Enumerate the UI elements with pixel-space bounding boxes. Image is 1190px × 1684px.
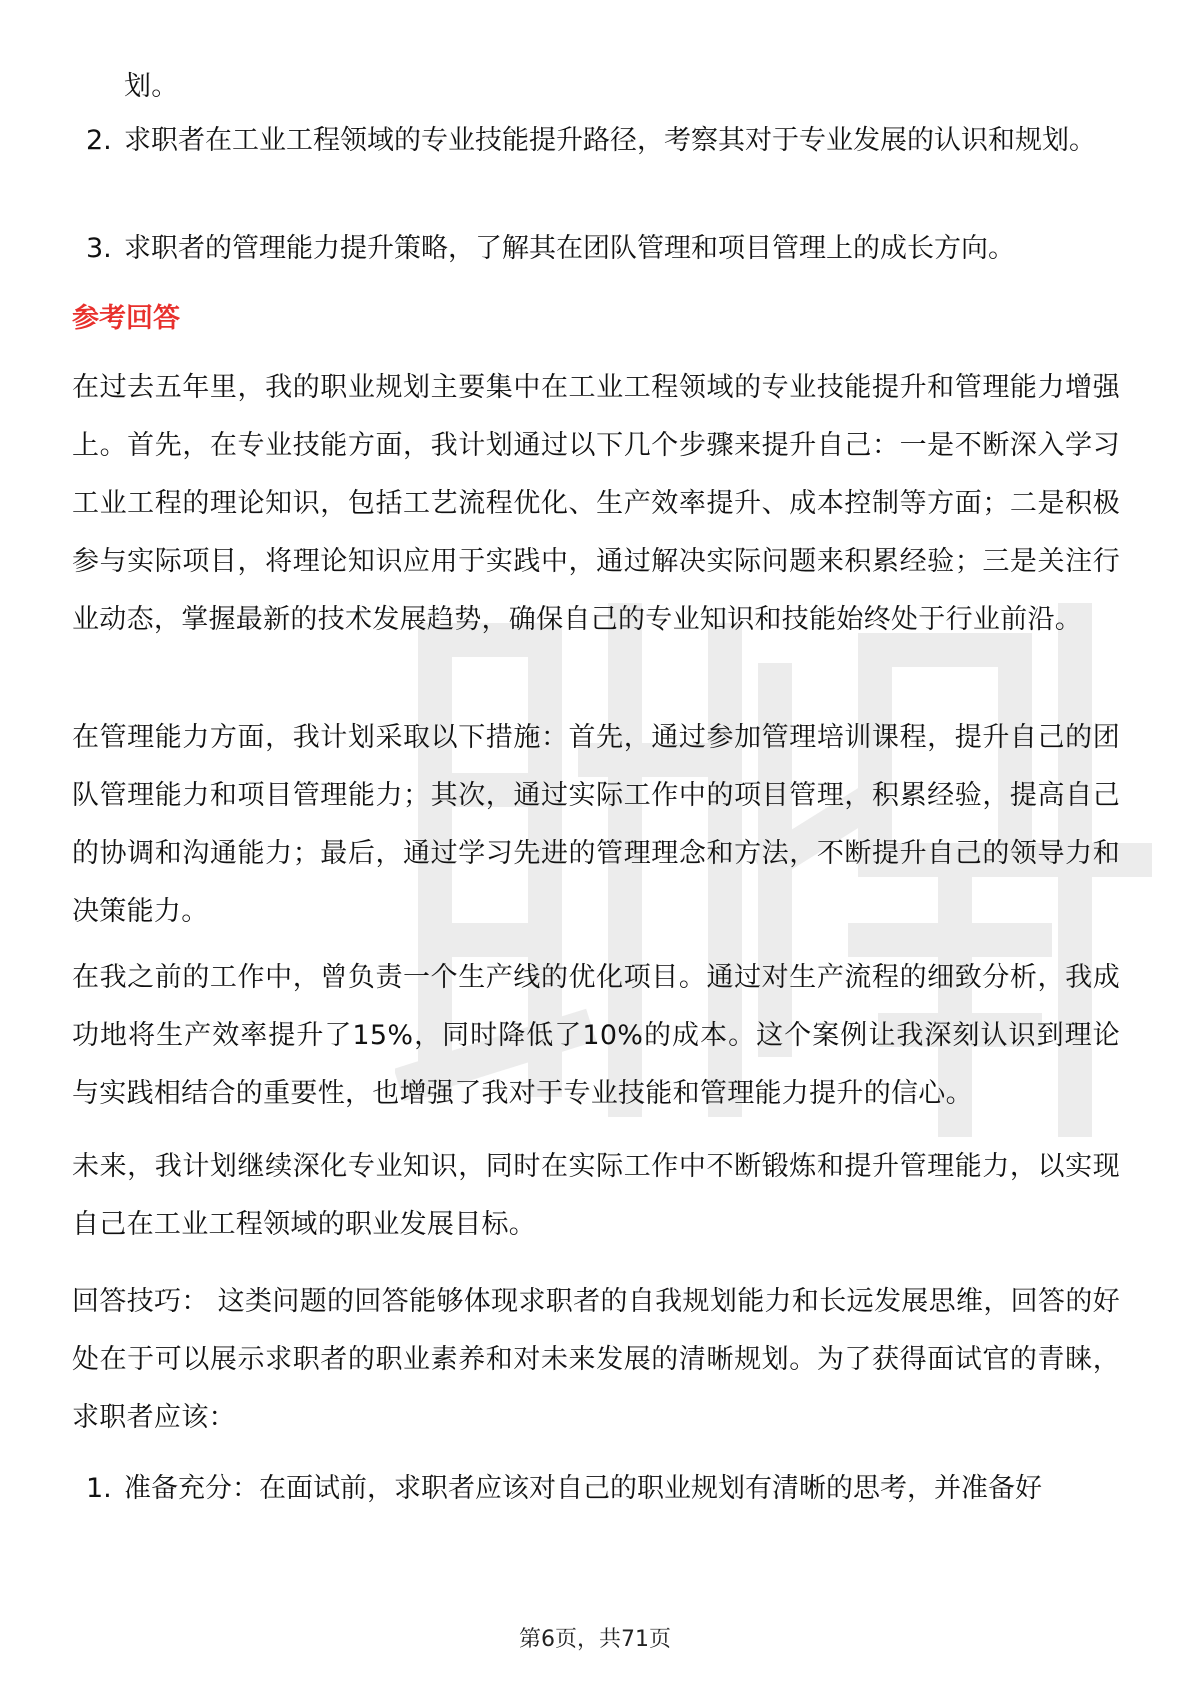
paragraph-4: 未来，我计划继续深化专业知识，同时在实际工作中不断锻炼和提升管理能力，以实现自己在工业工程领域的职业发展目标。: [72, 1151, 1120, 1240]
list-item: [72, 220, 1120, 278]
list-item: [72, 1460, 1120, 1518]
list-item-number: 2.: [86, 125, 112, 156]
list-item-number: 3.: [86, 233, 112, 264]
paragraph-3: 在我之前的工作中，曾负责一个生产线的优化项目。通过对生产流程的细致分析，我成功地将生产效率提升了15%，同时降低了10%的成本。这个案例让我深刻认识到理论与实践相结合的重要性，也增强了我对于专业技能和管理能力提升的信心。: [72, 962, 1120, 1109]
list-item-text: 求职者在工业工程领域的专业技能提升路径，考察其对于专业发展的认识和规划。: [124, 125, 1096, 156]
answer-tips-paragraph: 回答技巧： 这类问题的回答能够体现求职者的自我规划能力和长远发展思维，回答的好处在于可以展示求职者的职业素养和对未来发展的清晰规划。为了获得面试官的青睐，求职者应该：: [72, 1286, 1120, 1433]
section-heading: 参考回答: [72, 303, 180, 334]
list-item-number: 1.: [86, 1473, 112, 1504]
paragraph-2: 在管理能力方面，我计划采取以下措施：首先，通过参加管理培训课程，提升自己的团队管理能力和项目管理能力；其次，通过实际工作中的项目管理，积累经验，提高自己的协调和沟通能力；最后，通过学习先进的管理理念和方法，不断提升自己的领导力和决策能力。: [72, 722, 1120, 927]
list-item: [72, 112, 1120, 228]
list-item-continuation: 划。: [124, 71, 179, 102]
paragraph-1: 在过去五年里，我的职业规划主要集中在工业工程领域的专业技能提升和管理能力增强上。首先，在专业技能方面，我计划通过以下几个步骤来提升自己：一是不断深入学习工业工程的理论知识，包括工艺流程优化、生产效率提升、成本控制等方面；二是积极参与实际项目，将理论知识应用于实践中，通过解决实际问题来积累经验；三是关注行业动态，掌握最新的技术发展趋势，确保自己的专业知识和技能始终处于行业前沿。: [72, 372, 1120, 635]
list-item-text: 准备充分：在面试前，求职者应该对自己的职业规划有清晰的思考，并准备好: [124, 1473, 1042, 1504]
page-number: 第6页，共71页: [519, 1627, 671, 1652]
list-item-text: 求职者的管理能力提升策略，了解其在团队管理和项目管理上的成长方向。: [124, 233, 1015, 264]
